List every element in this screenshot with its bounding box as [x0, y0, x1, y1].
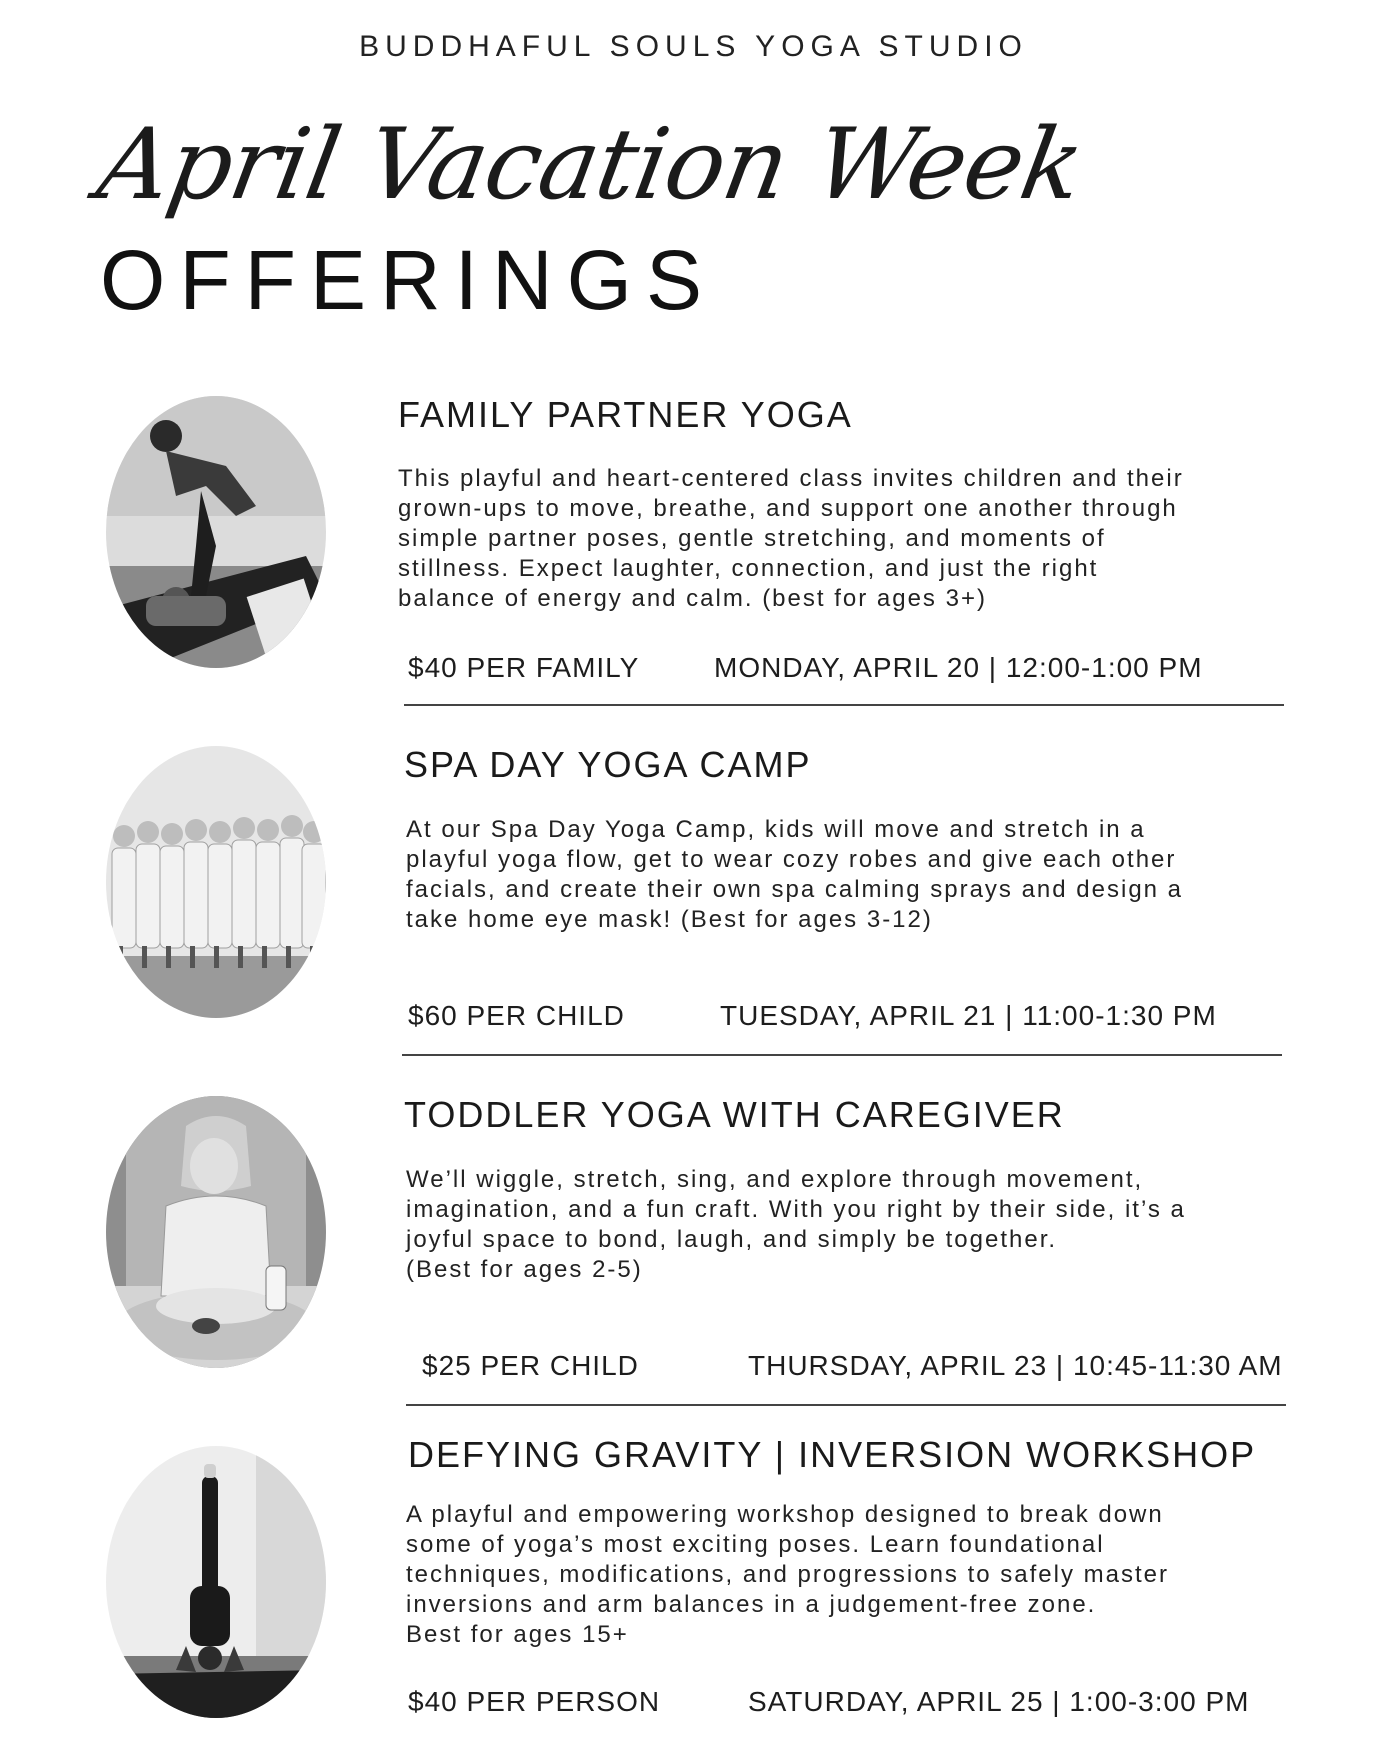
offering-date-time: SATURDAY, APRIL 25 | 1:00-3:00 PM: [748, 1686, 1250, 1717]
offering-description: We’ll wiggle, stretch, sing, and explore through movement, imagination, and a fun craft. With you right by their side, it’s a joyful space to bond, laugh, and simply be together. (Best for ages 2-5): [406, 1166, 1186, 1283]
offering-price: $40 PER FAMILY: [408, 652, 640, 683]
offering-price: $60 PER CHILD: [408, 1000, 625, 1031]
headstand-photo: [106, 1446, 326, 1718]
offering-title: SPA DAY YOGA CAMP: [404, 744, 812, 785]
offering-description: At our Spa Day Yoga Camp, kids will move and stretch in a playful yoga flow, get to wear cozy robes and give each other facials, and create their own spa calming sprays and design a take home eye mask! (Best for ages 3-12): [406, 816, 1184, 933]
script-title: April Vacation Week: [89, 108, 1091, 222]
offering-price: $40 PER PERSON: [408, 1686, 661, 1717]
toddler-sitting-photo: [106, 1096, 326, 1368]
offering-title: DEFYING GRAVITY | INVERSION WORKSHOP: [408, 1434, 1257, 1475]
offering-title: FAMILY PARTNER YOGA: [398, 394, 853, 435]
kids-in-robes-photo: [106, 746, 326, 1018]
divider: [404, 704, 1284, 706]
offering-date-time: TUESDAY, APRIL 21 | 11:00-1:30 PM: [720, 1000, 1217, 1031]
offering-date-time: MONDAY, APRIL 20 | 12:00-1:00 PM: [714, 652, 1203, 683]
offering-description: This playful and heart-centered class invites children and their grown-ups to move, breathe, and support one another through simple partner poses, gentle stretching, and moments of stillness. Expect laughter, connection, and just the right balance of energy and calm. (best for ages 3+): [398, 465, 1184, 612]
page-title: OFFERINGS: [100, 233, 717, 327]
divider: [402, 1054, 1282, 1056]
offering-price: $25 PER CHILD: [422, 1350, 639, 1381]
studio-name: BUDDHAFUL SOULS YOGA STUDIO: [359, 30, 1028, 63]
offering-title: TODDLER YOGA WITH CAREGIVER: [404, 1094, 1065, 1135]
offering-description: A playful and empowering workshop designed to break down some of yoga’s most exciting poses. Learn foundational techniques, modifications, and progressions to safely master inversions and arm balances in a judgement-free zone. Best for ages 15+: [406, 1501, 1169, 1648]
divider: [406, 1404, 1286, 1406]
offering-date-time: THURSDAY, APRIL 23 | 10:45-11:30 AM: [748, 1350, 1283, 1381]
partner-yoga-photo: [106, 396, 326, 668]
